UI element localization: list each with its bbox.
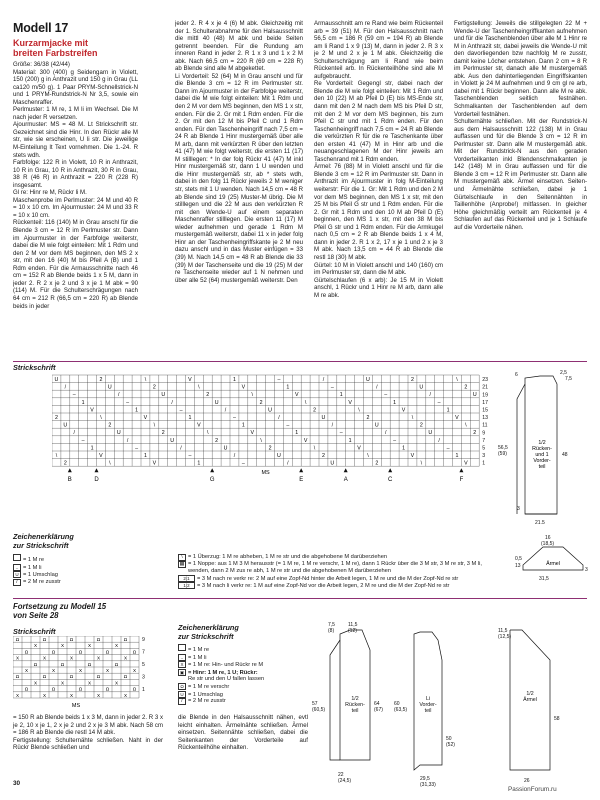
chart-symbol: V	[152, 460, 157, 467]
chart-symbol: Ω	[42, 674, 47, 680]
legend-title: Zeichenerklärung zur Strickschrift	[13, 532, 74, 550]
chart-symbol: Ω	[15, 674, 20, 680]
chart-symbol: 1	[81, 399, 85, 406]
chart-symbol: X	[33, 643, 38, 649]
chart-symbol: \	[109, 460, 111, 467]
chart-symbol: Ω	[114, 661, 119, 667]
paragraph: jeder 2. R 4 x je 4 (6) M abk. Gleichzeitig mit der 1. Schulterabnahme für den Halsausschnitt die mittl 40 (48) M abk und beide Seiten getrennt beenden. Für die Rundung am inneren Rand in jeder 2. R 1 x 3 und 1 x 2 M abk. Nach 66,5 cm = 220 R (69 cm = 228 R) ab Blende sind alle M abgekettet.	[175, 20, 303, 73]
chart-symbol: –	[126, 399, 130, 406]
chart-symbol: 2	[473, 430, 477, 437]
chart-symbol: X	[24, 668, 29, 673]
chart-symbol: 1	[393, 399, 397, 406]
chart-symbol: 2	[54, 415, 58, 421]
paragraph: Gürtelschlaufen (6 x arb): Je 15 M in Violett anschl, 1 Rückr und 1 Hinr re M arb, dann alle M re abk.	[314, 276, 443, 299]
chart-symbol: Ω	[132, 649, 137, 655]
chart-symbol: 1	[446, 407, 450, 414]
chart-symbol: V	[357, 445, 361, 452]
svg-text:22: 22	[338, 772, 344, 778]
chart-symbol: X	[87, 680, 92, 686]
chart-symbol: Ω	[42, 637, 47, 642]
back-label: 1/2 Rücken-teil	[345, 696, 365, 714]
row-number: 13	[482, 415, 488, 422]
legend-item: 2|1 = 3 M nach re verkr re: 2 M auf eine Zopf-Nd hinter die Arbeit legen, 1 M re und die M der Zopf-Nd re str	[178, 575, 518, 583]
chart-symbol: Ω	[105, 686, 110, 692]
chart-symbol: 1	[402, 445, 406, 452]
chart-symbol: Ω	[60, 661, 65, 667]
chart-symbol: /	[331, 422, 334, 429]
chart-symbol: X	[15, 655, 20, 661]
paragraph: Größe: 36/38 (42/44)	[13, 61, 70, 68]
chart-symbol: 2	[206, 392, 210, 399]
measure: (59)	[498, 451, 507, 457]
legend-item: – = 1 M li	[178, 654, 308, 662]
chart-symbol: 2	[366, 415, 370, 421]
legend-item: U = 1 Umschlag	[13, 571, 173, 579]
chart-symbol: X	[87, 643, 92, 649]
paragraph: Schulternähte schließen. Mit der Rundstrick-N aus dem Halsausschnitt 122 (138) M in Grau auffassen und für die Blende 3 cm = 12 R im Perlmuster str. Dann alle M mustergemäß abk. Mit der Rundstrick-N aus den geraden Vorderteilkanten inkl Blendenschmalkanten je 142 (148) M in Grau auffassen und für die Blende 3 cm = 12 R im Perlmuster str. Dann alle M mustergemäß abk. Ärmel einsetzen. Seiten- und Ärmelnähte schließen, dabei je 1 Gürtelschlaufe in den Seitennähten in Taillenhöhe (Anprobe!) mitfassen. In gleicher Höhe gleichmäßig verteilt am Rückenteil je 4 Schlaufen auf das Rückenteil und je 1 Schlaufe auf die Vorderteile nähen.	[454, 118, 587, 231]
chart-symbol: \	[304, 399, 307, 406]
legend-item: = 1 M re	[13, 554, 173, 564]
paragraph: Material: 300 (400) g Seidengarn in Violett, 150 (200) g in Anthrazit und 150 g in Grau (LL ca120 m/50 g). 1 Paar PRYM-Schnellstrick-N und 1 PRYM-Rundstrick-N Nr 3,5, sowie ein Maschenraffer.	[13, 68, 138, 106]
chart-symbol: X	[69, 692, 74, 698]
legend-item: U = 1 Umschlag	[178, 691, 308, 699]
chart-symbol: U	[116, 430, 121, 437]
chart-symbol: 2	[63, 460, 67, 467]
legend-item: \ = 1 Überzug: 1 M re abheben, 1 M re str und die abgehobene M darüberziehen	[178, 554, 518, 561]
chart-symbol: 2	[259, 399, 263, 406]
chart-symbol: –	[232, 415, 236, 421]
chart-symbol: /	[180, 445, 182, 452]
pattern-arrow	[299, 468, 303, 472]
measure: 21,5	[535, 520, 545, 524]
chart-symbol: /	[118, 392, 120, 399]
pattern-arrow	[459, 468, 463, 472]
model-subtitle: Kurzarmjacke mit breiten Farbstreifen	[13, 38, 98, 58]
back-label: 1/2 Rücken-und 1 Vorder-teil	[532, 440, 552, 470]
chart-symbol: \	[260, 437, 262, 444]
paragraph: Rückenteil: 116 (140) M in Grau anschl für die Blende 3 cm = 12 R im Perlmuster str. Dann im Ajourmuster in der Farbfolge weiterstr, dabei die M wie folgt einteilen: Mit 1 Rdm und den 2 M vor dem MS beginnen, den MS 2 x str, mit den 16 (40) M bis Pfeil A (B) und 1 Rdm enden. Für die Armausschnitte nach 46 cm = 152 R ab Blende beids 1 x 5 M, dann in jeder 2. R 2 x je 2 und 3 x je 1 M abk = 90 (114) M. Für die Schulterschrägungen nach 64 cm = 212 R (66,5 cm = 220 R) ab Blende beids in jeder	[13, 219, 138, 310]
chart-symbol: X	[69, 655, 74, 661]
svg-text:13: 13	[515, 563, 521, 569]
legend-item: ▦ = 1 Noppe: aus 1 M 3 M herausstr (= 1 M re, 1 M re verschr, 1 M re), dann 1 Rückr über die 3 M str, 3 M re str, 3 M li,	[179, 561, 482, 567]
legend-item: X = 1 M re: Hin- und Rückr re M	[178, 661, 308, 669]
chart-symbol: /	[438, 437, 440, 444]
chart-symbol: \	[251, 392, 253, 399]
chart-symbol: X	[96, 692, 101, 698]
chart-symbol: V	[143, 415, 148, 421]
repeat-label: MS	[261, 470, 270, 477]
chart-symbol: –	[446, 445, 450, 452]
chart-symbol: X	[114, 643, 119, 649]
chart-symbol: Ω	[123, 674, 128, 680]
chart-symbol: 1	[232, 377, 236, 383]
chart-symbol: \	[367, 453, 369, 459]
chart-symbol: X	[105, 668, 110, 673]
row-number: 19	[482, 392, 488, 399]
sleeve-label: Ärmel	[546, 561, 560, 567]
measure: 3	[517, 506, 520, 512]
paragraph: Perlmuster: 1 M re, 1 M li im Wechsel. Die M nach jeder R versetzen.	[13, 106, 138, 121]
measure: 56,5	[498, 445, 508, 451]
svg-text:16: 16	[545, 535, 551, 541]
chart-symbol: 1	[143, 453, 147, 459]
row-number: 11	[482, 422, 488, 429]
sleeve-schematic-top	[515, 525, 595, 585]
garment-schematic-top	[495, 364, 595, 524]
svg-text:31,5: 31,5	[539, 576, 549, 582]
arrow-label: D	[94, 477, 99, 484]
paragraph: Maschenprobe im Perlmuster: 24 M und 40 R = 10 x 10 cm. Im Ajourmuster: 24 M und 33 R = 10 x 10 cm.	[13, 196, 138, 219]
arrow-label: A	[343, 477, 348, 484]
paragraph: Gl re: Hinr re M, Rückr li M.	[13, 189, 87, 197]
legend-list	[13, 554, 173, 586]
chart-symbol: U	[107, 384, 112, 391]
row-number: 3	[482, 453, 486, 460]
chart-symbol: V	[90, 407, 94, 414]
legend-item: 1|2 = 3 M nach li verkr re: 1 M auf eine Zopf-Nd vor die Arbeit legen, 2 M re und die M der Zopf-Nd re str	[178, 582, 518, 590]
svg-text:3: 3	[585, 567, 588, 573]
chart-symbol: U	[472, 392, 477, 399]
chart-symbol: 2	[321, 453, 325, 459]
chart-symbol: V	[401, 407, 406, 414]
chart-symbol: \	[313, 445, 316, 452]
svg-text:26: 26	[524, 778, 530, 784]
chart-symbol: U	[330, 460, 335, 467]
chart-symbol: X	[60, 643, 65, 649]
chart-symbol: /	[429, 392, 431, 399]
chart-symbol: Ω	[51, 686, 56, 692]
legend-item: ▣ = Hinr: 1 M re, 1 U; Rückr:	[179, 669, 258, 676]
chart-symbol: V	[250, 430, 255, 437]
svg-text:11,5: 11,5	[498, 628, 508, 634]
chart-symbol: Ω	[96, 674, 101, 680]
chart-symbol: Ω	[78, 649, 83, 655]
svg-text:64: 64	[374, 701, 380, 707]
chart-symbol: 1	[295, 430, 299, 437]
chart-symbol: Ω	[87, 661, 92, 667]
chart-symbol: /	[224, 407, 227, 414]
chart-symbol: 2	[375, 460, 379, 467]
chart-symbol: \	[207, 430, 209, 437]
chart-symbol: –	[72, 392, 76, 399]
svg-text:(12,5): (12,5)	[498, 634, 512, 640]
pattern-arrow	[210, 468, 214, 472]
svg-text:(31,33): (31,33)	[420, 782, 436, 788]
chart-symbol: 2	[268, 445, 272, 452]
knitting-chart-small	[13, 636, 168, 711]
svg-text:(8): (8)	[328, 628, 335, 634]
legend-item: wenden, dann 2 M zus re abh, 1 M re str und die abgehobenen M darüberziehen	[188, 568, 391, 574]
svg-text:7,5: 7,5	[328, 622, 335, 628]
chart-symbol: –	[188, 453, 192, 459]
chart-symbol: –	[179, 407, 183, 414]
row-number: 9	[482, 430, 486, 437]
chart-symbol: 1	[339, 392, 343, 399]
legend-item: – = 1 M li	[13, 564, 173, 572]
paragraph: Ajourmuster: MS = 48 M. Lt Strickschrift str. Gezeichnet sind die Hinr. In den Rückr alle M str, wie sie erscheinen, U li str. Die jeweilige M-Einteilung lt Text vornehmen. Die 1.-24. R stets wdh.	[13, 121, 138, 159]
text-column-3	[314, 20, 443, 345]
chart-symbol: 1	[188, 415, 192, 421]
paragraph: Li Vorderteil: 52 (64) M in Grau anschl und für die Blende 3 cm = 12 R im Perlmuster str. Dann im Ajourmuster in der Farbfolge weiterstr, dabei die M wie folgt einteilen: Mit 1 Rdm und den 2 M vor dem MS beginnen, den MS 1 x str, enden. Für die 2. Gr mit 1 Rdm enden. Für die 2. Gr mit den 12 M bis Pfeil C und 1 Rdm enden. Für den Taschenheingriff nach 7,5 cm = 24 R ab Blende 1 Hinr mustergemäß über alle M arb, dann mit verkürzten R über den letzten 41 (47) M wie folgt weiterstr, die ersten 11 (17) M stilllegen: * In der folg Rückr 41 (47) M inkl Hinr mustergemäß str, dann 1 U wenden und die Hinr mustergemäß str, ab * stets wdh, dabei in den folg 11 Rückr jeweils 2 M weniger str, stets mit 1 U wenden. Nach 14,5 cm = 48 R ab Blende sind 19 (25) Muster-M übrig. Die M stilllegen und die 22 M aus den verkürzten R mit den Wende-U auf einem separaten Maschenraffer stilllegen. Die ersten 11 (17) M wieder aufnehmen und gerade 1 Rdm M mustergemäß weiterstr, dabei 11 x in jeder folg Hinr an der Taschenheingriffskante je 2 M neu dazu anschl und in das Muster einfügen = 33 (39) M. Nach 14,5 cm = 48 R ab Blende die 33 (39) M der Taschenseite und die 19 (25) M der re Taschenseite wieder auf 1 N nehmen und über alle 52 (64) mustergemäß weiterstr. Den	[175, 72, 303, 284]
chart-symbol: Ω	[78, 686, 83, 692]
row-number: 15	[482, 407, 488, 414]
chart-symbol: 2	[410, 377, 414, 383]
chart-symbol: V	[188, 377, 192, 383]
chart-symbol: U	[54, 377, 59, 383]
chart-symbol: /	[64, 384, 67, 391]
row-number: 23	[482, 377, 488, 384]
chart-symbol: 2	[419, 422, 423, 429]
legend-list-3	[178, 644, 308, 705]
arrow-label: B	[67, 477, 72, 484]
paragraph: Farbfolge: 122 R in Violett, 10 R in Anthrazit, 10 R in Grau, 10 R in Anthrazit, 30 R in Grau, 38 R (46 R) in Anthrazit = 220 R (228 R) insgesamt.	[13, 159, 138, 189]
svg-text:29,5: 29,5	[420, 776, 430, 782]
chart-symbol: /	[126, 437, 129, 444]
arrow-label: E	[299, 477, 304, 484]
row-number: 9	[142, 637, 145, 644]
continuation-text-2: die Blende in den Halsausschnitt nähen, evtl leicht einhalten. Ärmelnähte schließen. Ärmel einsetzen. Seitennähte schließen, dabei die Seitenkanten der Vorderteile auf Rückenteilhöhe einhalten.	[178, 714, 308, 752]
chart-symbol: X	[42, 692, 47, 698]
chart-symbol: V	[197, 422, 201, 429]
svg-text:60: 60	[394, 701, 400, 707]
chart-symbol: X	[60, 680, 65, 686]
chart-symbol: 2	[152, 384, 156, 391]
chart-symbol: V	[303, 437, 308, 444]
chart-symbol: V	[99, 453, 103, 459]
row-number: 17	[482, 399, 488, 406]
svg-text:58: 58	[554, 716, 560, 722]
chart-symbol: Ω	[15, 637, 20, 642]
chart-symbol: –	[135, 445, 139, 452]
chart-symbol: X	[78, 668, 83, 673]
paragraph: Ärmel: 76 (88) M in Violett anschl und für die Blende 3 cm = 12 R im Perlmuster str. Dann in Anthrazit im Ajourmuster in folg M-Einteilung weiterstr: Für die 1. Gr: Mit 1 Rdm und den 2 M vor dem MS beginnen, den MS 1 x str, mit den 25 M bis Pfeil G str und 1 Rdm enden. Für die 2. Gr mit 1 Rdm und den 10 M ab Pfeil D (E) beginnen, den MS 1 x str, mit den 38 M bis Pfeil G str und 1 Rdm enden. Für die Armkugel nach 0,5 cm = 2 R ab Blende beids 1 x 4 M, dann in jeder 2. R 1 x 2, 17 x je 1 und 2 x je 3 M abk. Nach 13,5 cm = 44 R ab Blende die restl 18 (30) M abk.	[314, 163, 443, 261]
chart-symbol: U	[419, 384, 424, 391]
continuation-title: Fortsetzung zu Modell 15 von Seite 28	[13, 602, 107, 620]
chart-symbol: Ω	[33, 661, 38, 667]
svg-text:57: 57	[312, 701, 318, 707]
legend-item: / = 2 M re zusstr	[178, 698, 308, 705]
chart-symbol: V	[455, 415, 459, 421]
chart-symbol: Ω	[123, 637, 128, 642]
pattern-arrow	[344, 468, 348, 472]
chart-symbol: Ω	[24, 649, 29, 655]
chart-symbol: U	[428, 430, 433, 437]
chart-title-2: Strickschrift	[13, 627, 56, 636]
chart-symbol: U	[321, 415, 326, 421]
svg-text:50: 50	[446, 736, 452, 742]
measure: 6	[515, 372, 518, 378]
chart-symbol: 1	[135, 407, 139, 414]
chart-symbol: V	[241, 384, 246, 391]
chart-title: Strickschrift	[13, 363, 56, 372]
chart-symbol: U	[366, 377, 370, 383]
chart-symbol: Ω	[69, 637, 74, 642]
pattern-arrow	[95, 468, 99, 472]
chart-symbol: –	[81, 437, 85, 444]
measure: 48	[562, 452, 568, 458]
chart-symbol: –	[241, 460, 245, 467]
knitting-chart	[52, 372, 492, 492]
chart-symbol: U	[277, 453, 281, 459]
chart-symbol: X	[123, 692, 128, 698]
chart-symbol: X	[51, 668, 56, 673]
paragraph: Armausschnitt am re Rand wie beim Rückenteil arb = 39 (51) M. Für den Halsausschnitt nach 56,5 cm = 186 R (59 cm = 194 R) ab Blende am li Rand 1 x 9 (13) M, dann in jeder 2. R 3 x je 2 M und 2 x je 1 M abk. Gleichzeitig die Schulterschrägung am li Rand wie beim Rückenteil arb. In Rückenteilhöhe sind alle M aufgebraucht.	[314, 20, 443, 80]
text-column-4	[454, 20, 587, 345]
chart-symbol: /	[73, 430, 75, 437]
chart-symbol: –	[437, 399, 441, 406]
chart-symbol: \	[358, 407, 360, 414]
repeat-label: MS	[71, 703, 81, 709]
chart-symbol: 1	[455, 453, 459, 459]
chart-symbol: 2	[161, 430, 165, 437]
chart-symbol: \	[198, 384, 200, 391]
chart-symbol: U	[63, 422, 68, 429]
chart-symbol: /	[385, 430, 387, 437]
model-title: Modell 17	[13, 21, 69, 35]
continuation-text: = 150 R ab Blende beids 1 x 3 M, dann in jeder 2. R 3 x je 2, 10 x je 1, 2 x je 2 und 2 x je 3 M abk. Nach 58 cm = 186 R ab Blende die restl 14 M abk. Fertigstellung: Schulternähte schließen. Naht in der Rückr Blende schließen und	[13, 714, 163, 752]
chart-symbol: /	[171, 399, 173, 406]
chart-symbol: X	[42, 655, 47, 661]
svg-text:(24,5): (24,5)	[338, 778, 352, 784]
chart-symbol: U	[374, 422, 379, 429]
chart-symbol: 1	[348, 437, 352, 444]
chart-symbol: V	[464, 460, 468, 467]
page-number: 30	[13, 780, 21, 787]
measure: 7,5	[565, 376, 572, 382]
chart-symbol: \	[153, 422, 156, 429]
chart-symbol: 1	[241, 422, 245, 429]
chart-symbol: /	[376, 384, 378, 391]
svg-text:(12): (12)	[348, 628, 357, 634]
measure: 2,5	[560, 370, 567, 376]
svg-text:(63,5): (63,5)	[394, 707, 408, 713]
svg-text:0,5: 0,5	[515, 556, 522, 562]
chart-symbol: X	[15, 692, 20, 698]
chart-symbol: 2	[99, 377, 103, 383]
chart-symbol: \	[100, 415, 102, 421]
pattern-arrow	[388, 468, 392, 472]
row-number: 3	[142, 674, 145, 681]
chart-symbol: U	[170, 437, 175, 444]
arrow-label: C	[388, 477, 393, 484]
garment-schematic-bottom	[310, 620, 595, 790]
text-column-1	[13, 61, 138, 345]
chart-symbol: U	[214, 399, 219, 406]
paragraph: Fertigstellung: Jeweils die stillgelegten 22 M + Wende-U der Taschenheingriffkanten aufnehmen und für die Taschenblenden über alle M 1 Hinr re M in Anthrazit str, dabei jeweils die Wende-U mit den davorliegenden bzw nachfolg M re zusstr, damit keine Löcher entstehen. Dann 2 cm = 8 R im Perlmuster str, danach alle M mustergemäß abk. Aus den dahinterliegenden Eingriffskanten in Violett je 24 M aufnehmen und 9 cm gl re arb, dabei mit 1 Rückr beginnen. Dann alle M re abk. Taschenblenden seitlich festnähen. Schmalkanten der Taschenblenden auf dem Vorderteil festnähen.	[454, 20, 587, 118]
chart-symbol: 2	[313, 407, 317, 414]
legend-item: / = 2 M re zusstr	[13, 579, 173, 586]
chart-symbol: /	[322, 377, 325, 383]
paragraph: Gürtel: 10 M in Violett anschl und 140 (160) cm im Perlmuster str, dann die M abk.	[314, 261, 443, 277]
chart-symbol: \	[55, 453, 58, 459]
legend-item: Ω = 1 M re verschr	[178, 683, 308, 691]
chart-symbol: –	[393, 437, 397, 444]
sleeve-label: 1/2 Ärmel	[523, 691, 537, 703]
row-number: 7	[482, 437, 486, 444]
front-label: Li Vorder-teil	[419, 696, 437, 714]
chart-symbol: /	[278, 415, 280, 421]
chart-symbol: \	[420, 460, 423, 467]
chart-symbol: \	[411, 415, 414, 421]
chart-symbol: X	[123, 655, 128, 661]
paragraph: Re Vorderteil: Gegengl str, dabei nach der Blende die M wie folgt einteilen: Mit 1 Rdm und den 10 (22) M ab Pfeil D (E) bis MS-Ende str, dann mit den 2 M nach dem MS bis Pfeil D str, mit den 2 M vor dem MS beginnen, bis zum Pfeil C str und mit 1 Rdm enden. Für den Taschenheingriff nach 7,5 cm = 24 R ab Blende die verkürzten R für die re Taschenkante über den ersten 41 (47) M in Hinr arb und die neuangeschlagenen M der Hinr jeweils am Taschenrand mit 1 Rdm enden.	[314, 80, 443, 163]
chart-symbol: –	[277, 377, 281, 383]
svg-text:(52): (52)	[446, 742, 455, 748]
arrow-label: G	[209, 477, 215, 484]
chart-symbol: X	[96, 655, 101, 661]
arrow-label: F	[459, 477, 464, 484]
chart-symbol: –	[330, 384, 334, 391]
chart-symbol: U	[268, 407, 272, 414]
chart-symbol: \	[456, 377, 458, 383]
chart-symbol: 1	[286, 384, 290, 391]
chart-symbol: X	[114, 680, 119, 686]
chart-symbol: V	[348, 399, 352, 406]
row-number: 5	[142, 662, 145, 668]
chart-symbol: Ω	[24, 686, 29, 692]
chart-symbol: V	[410, 453, 415, 459]
chart-symbol: \	[465, 422, 467, 429]
chart-symbol: 2	[108, 422, 112, 429]
chart-symbol: 1	[197, 460, 201, 467]
watermark-site: PassionForum.ru	[508, 786, 557, 793]
legend-item: = 1 M re	[178, 644, 308, 654]
chart-symbol: Ω	[69, 674, 74, 680]
row-number: 5	[482, 445, 486, 452]
chart-symbol: Ω	[96, 637, 101, 642]
row-number: 1	[482, 460, 486, 467]
row-number: 1	[142, 686, 145, 693]
chart-symbol: 1	[90, 445, 94, 452]
svg-text:(67): (67)	[374, 707, 383, 713]
chart-symbol: X	[33, 680, 38, 686]
legend-title-2: Zeichenerklärung zur Strickschrift	[178, 623, 239, 641]
chart-symbol: U	[223, 445, 228, 452]
chart-symbol: Ω	[132, 686, 137, 692]
svg-text:(18,5): (18,5)	[541, 541, 555, 547]
chart-symbol: 2	[215, 437, 219, 444]
legend-list-2	[178, 554, 518, 590]
chart-symbol: 2	[464, 384, 468, 391]
chart-symbol: –	[286, 422, 290, 429]
section-divider	[13, 598, 587, 599]
chart-symbol: /	[287, 460, 289, 467]
row-number: 21	[482, 384, 488, 391]
chart-symbol: \	[144, 377, 147, 383]
pattern-arrow	[68, 468, 72, 472]
svg-text:11,5: 11,5	[348, 622, 358, 628]
chart-symbol: –	[384, 392, 388, 399]
legend-item: Re str und den U fallen lassen	[188, 676, 265, 683]
chart-symbol: X	[132, 668, 137, 673]
chart-symbol: –	[339, 430, 343, 437]
chart-symbol: Ω	[105, 649, 110, 655]
chart-symbol: V	[294, 392, 299, 399]
chart-symbol: /	[233, 453, 236, 459]
section-divider	[13, 361, 587, 362]
chart-symbol: U	[161, 392, 166, 399]
text-column-2	[175, 20, 303, 345]
row-number: 7	[142, 649, 145, 656]
svg-text:(60,5): (60,5)	[312, 707, 326, 713]
chart-symbol: Ω	[51, 649, 56, 655]
